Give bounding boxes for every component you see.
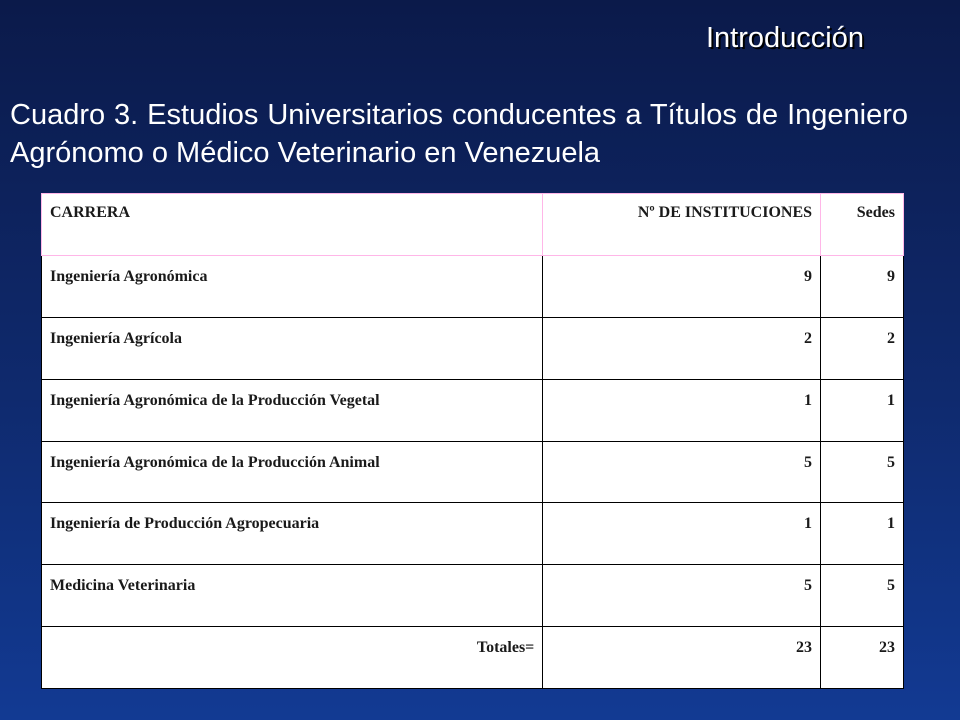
table-row (42, 565, 904, 627)
totals-row (42, 627, 904, 689)
section-title: Introducción (706, 22, 864, 54)
table-row (42, 317, 904, 379)
cell-sedes: 9 (821, 255, 904, 317)
cell-instituciones: 1 (543, 379, 821, 441)
cell-instituciones: 9 (543, 255, 821, 317)
careers-table (41, 193, 904, 689)
cell-instituciones: 1 (543, 503, 821, 565)
table-row (42, 255, 904, 317)
cell-sedes: 1 (821, 379, 904, 441)
cell-sedes: 5 (821, 565, 904, 627)
header-carrera: CARRERA (42, 194, 543, 256)
cell-sedes: 1 (821, 503, 904, 565)
table-header-row (42, 194, 904, 256)
cell-instituciones: 5 (543, 565, 821, 627)
cell-instituciones: 5 (543, 441, 821, 503)
totals-label: Totales= (42, 627, 543, 689)
cell-carrera: Medicina Veterinaria (42, 565, 543, 627)
table-row (42, 379, 904, 441)
table-row (42, 503, 904, 565)
cell-carrera: Ingeniería de Producción Agropecuaria (42, 503, 543, 565)
totals-instituciones: 23 (543, 627, 821, 689)
header-sedes: Sedes (821, 194, 904, 256)
cell-carrera: Ingeniería Agronómica de la Producción Vegetal (42, 379, 543, 441)
cell-carrera: Ingeniería Agronómica de la Producción Animal (42, 441, 543, 503)
totals-sedes: 23 (821, 627, 904, 689)
table-row (42, 441, 904, 503)
cell-instituciones: 2 (543, 317, 821, 379)
cell-carrera: Ingeniería Agrícola (42, 317, 543, 379)
cell-carrera: Ingeniería Agronómica (42, 255, 543, 317)
cell-sedes: 5 (821, 441, 904, 503)
cell-sedes: 2 (821, 317, 904, 379)
header-instituciones: Nº DE INSTITUCIONES (543, 194, 821, 256)
table-caption: Cuadro 3. Estudios Universitarios conducentes a Títulos de Ingeniero Agrónomo o Médico Veterinario en Venezuela (10, 99, 908, 169)
